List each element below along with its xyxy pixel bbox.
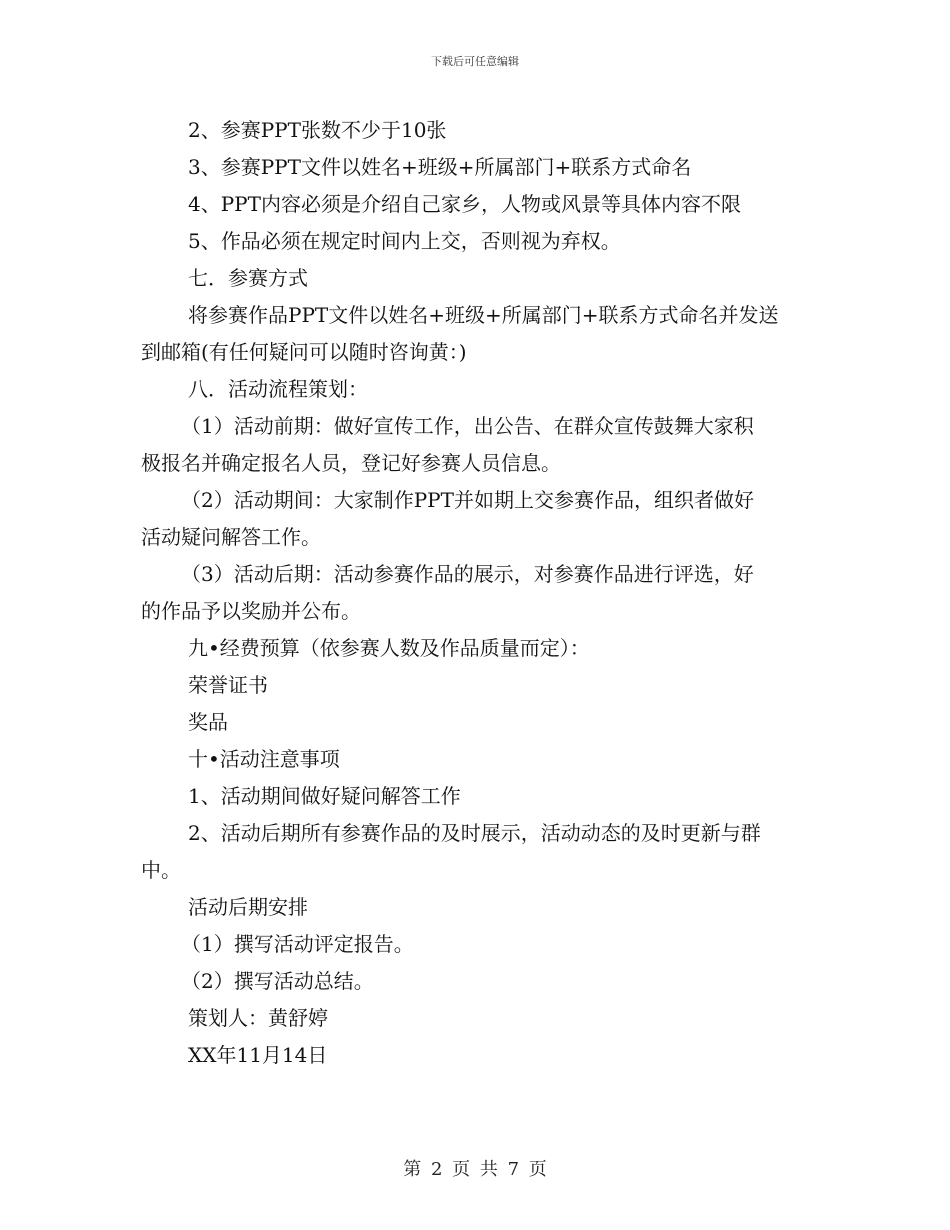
note-item-2-line-2: 中。 <box>141 858 181 882</box>
rule-item-5: 5、作品必须在规定时间内上交，否则视为弃权。 <box>188 229 621 253</box>
rule-item-2: 2、参赛PPT张数不少于10张 <box>188 118 447 142</box>
process-step-3-line-2: 的作品予以奖励并公布。 <box>141 599 361 623</box>
followup-item-1: （1）撰写活动评定报告。 <box>181 932 414 956</box>
budget-item-prize: 奖品 <box>188 710 228 734</box>
paragraph-participation-line-2: 到邮箱(有任何疑问可以随时咨询黄：) <box>141 340 467 364</box>
section-heading-followup: 活动后期安排 <box>188 895 308 919</box>
section-heading-participation: 七．参赛方式 <box>188 266 308 290</box>
document-date: XX年11月14日 <box>188 1043 328 1067</box>
process-step-3-line-1: （3）活动后期：活动参赛作品的展示，对参赛作品进行评选，好 <box>181 562 754 586</box>
page-number-footer: 第 2 页 共 7 页 <box>403 1159 547 1180</box>
section-heading-process: 八．活动流程策划： <box>188 377 368 401</box>
note-item-2-line-1: 2、活动后期所有参赛作品的及时展示，活动动态的及时更新与群 <box>188 821 761 845</box>
rule-item-3: 3、参赛PPT文件以姓名+班级+所属部门+联系方式命名 <box>188 155 692 179</box>
rule-item-4: 4、PPT内容必须是介绍自己家乡，人物或风景等具体内容不限 <box>188 192 741 216</box>
process-step-1-line-2: 极报名并确定报名人员，登记好参赛人员信息。 <box>141 451 561 475</box>
paragraph-participation-line-1: 将参赛作品PPT文件以姓名+班级+所属部门+联系方式命名并发送 <box>188 303 779 327</box>
budget-item-certificate: 荣誉证书 <box>188 673 268 697</box>
process-step-2-line-2: 活动疑问解答工作。 <box>141 525 321 549</box>
section-heading-notes: 十•活动注意事项 <box>188 747 340 771</box>
process-step-1-line-1: （1）活动前期：做好宣传工作，出公告、在群众宣传鼓舞大家积 <box>181 414 754 438</box>
planner-signature: 策划人：黄舒婷 <box>188 1006 328 1030</box>
process-step-2-line-1: （2）活动期间：大家制作PPT并如期上交参赛作品，组织者做好 <box>181 488 754 512</box>
note-item-1: 1、活动期间做好疑问解答工作 <box>188 784 461 808</box>
document-body <box>141 112 809 1074</box>
page-header: 下载后可任意编辑 <box>431 55 519 68</box>
section-heading-budget: 九•经费预算（依参赛人数及作品质量而定）： <box>188 636 590 660</box>
followup-item-2: （2）撰写活动总结。 <box>181 969 374 993</box>
